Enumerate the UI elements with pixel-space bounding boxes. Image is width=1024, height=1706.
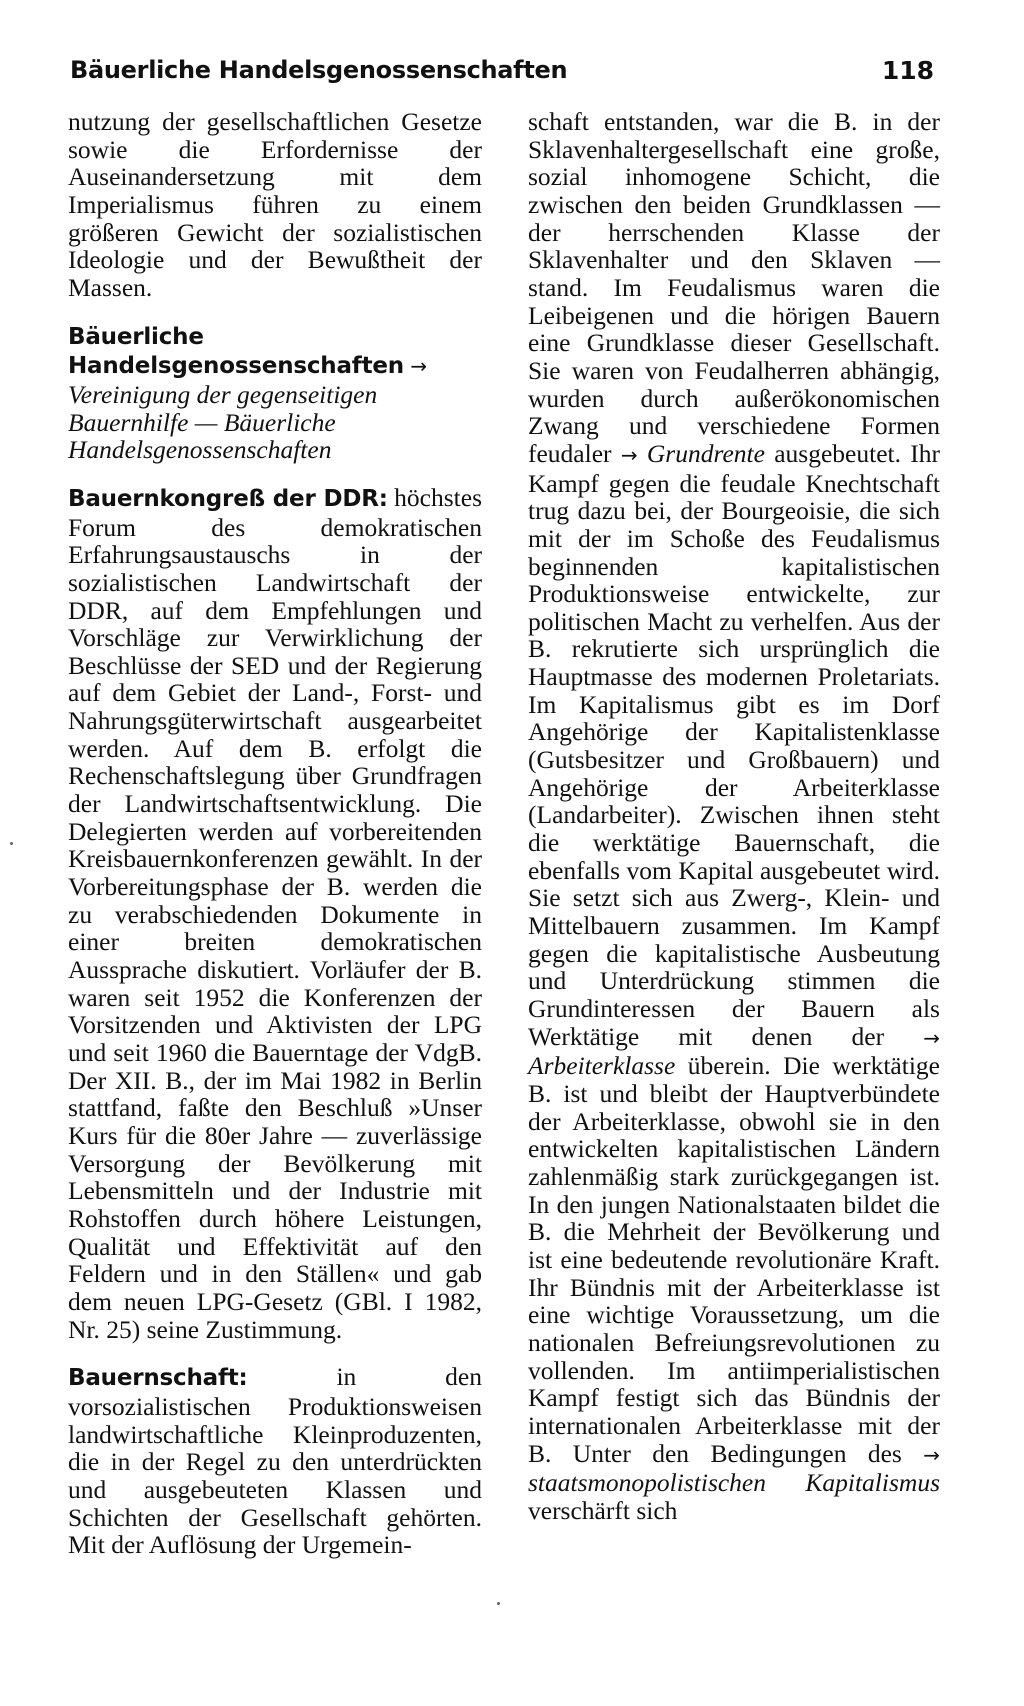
cross-reference-link[interactable]: Vereinigung der gegenseitigen Bauernhilfe — Bäuerliche Handelsgenossenschaften xyxy=(68,379,378,465)
cross-reference-link[interactable]: Arbeiterklasse xyxy=(528,1051,676,1081)
cross-reference-arrow-icon: → xyxy=(410,354,428,379)
left-column xyxy=(68,108,482,1559)
cross-reference-arrow-icon: → xyxy=(620,442,638,467)
entry-text: höchstes Forum des demokratischen Erfahrungsaustauschs in der sozialistischen Landwirtschaft der DDR, auf dem Empfehlungen und Vorschläge zur Verwirklichung der Beschlüsse der SED und der Regierung auf dem Gebiet der Land-, Forst- und Nahrungsgüterwirtschaft ausgearbeitet werden. Auf dem B. erfolgt die Rechenschaftslegung über Grundfragen der Landwirtschaftsentwicklung. Die Delegierten werden auf vorbereitenden Kreisbauernkonferenzen gewählt. In der Vorbereitungsphase der B. werden die zu verabschiedenden Dokumente in einer breiten demokratischen Aussprache diskutiert. Vorläufer der B. waren seit 1952 die Konferenzen der Vorsitzenden und Aktivisten der LPG und seit 1960 die Bauerntage der VdgB. Der XII. B., der im Mai 1982 in Berlin stattfand, faßte den Beschluß »Unser Kurs für die 80er Jahre — zuverlässige Versorgung der Bevölkerung mit Lebensmitteln und der Industrie mit Rohstoffen durch höhere Leistungen, Qualität und Effektivität auf den Feldern und in den Ställen« und gab dem neuen LPG-Gesetz (GBl. I 1982, Nr. 25) seine Zustimmung. xyxy=(68,482,482,1344)
entry-headword: Bäuerliche Handelsgenossenschaften xyxy=(68,323,404,380)
cross-reference-arrow-icon: → xyxy=(923,1025,940,1050)
body-text: schaft entstanden, war die B. in der Sklavenhaltergesellschaft eine große, sozial inhomogene Schicht, die zwischen den beiden Grundklassen — der herrschenden Klasse der Sklavenhalter und den Sklaven — stand. Im Feudalismus waren die Leibeigenen und die hörigen Bauern eine Grundklasse dieser Gesellschaft. Sie waren von Feudalherren abhängig, wurden durch außerökonomischen Zwang und verschiedene Formen feudaler xyxy=(528,107,940,468)
cross-reference-link[interactable]: staatsmonopolistischen Kapitalismus xyxy=(528,1468,940,1498)
entry-text: in den vorsozialistischen Produktionsweisen landwirtschaftliche Kleinproduzenten, die in der Regel zu den unterdrückten und ausgebeuteten Klassen und Schichten der Gesellschaft gehörten. Mit der Auflösung der Urgemein- xyxy=(68,1362,482,1560)
entry-bauernschaft xyxy=(68,1363,482,1559)
page-number: 118 xyxy=(881,56,934,85)
bauernschaft-continuation xyxy=(528,108,940,1524)
body-text: überein. Die werktätige B. ist und bleibt der Hauptverbündete der Arbeiterklasse, obwohl sie in den entwickelten kapitalistischen Ländern zahlenmäßig stark zurückgegangen ist. In den jungen Nationalstaaten bildet die B. die Mehrheit der Bevölkerung und ist eine bedeutende revolutionäre Kraft. Ihr Bündnis mit der Arbeiterklasse ist eine wichtige Voraussetzung, um die nationalen Befreiungsrevolutionen zu vollenden. Im antiimperialistischen Kampf festigt sich das Bündnis der internationalen Arbeiterklasse mit der B. Unter den Bedingungen des xyxy=(528,1051,940,1468)
running-head: Bäuerliche Handelsgenossenschaften xyxy=(70,56,568,84)
cross-reference-arrow-icon: → xyxy=(923,1442,941,1467)
right-column xyxy=(528,108,940,1524)
body-text: ausgebeutet. Ihr Kampf gegen die feudale Knechtschaft trug dazu bei, der Bourgeoisie, die sich mit der im Schoße des Feudalismus beginnenden kapitalistischen Produktionsweise entwickelte, zur politischen Macht zu verhelfen. Aus der B. rekrutierte sich ursprünglich die Hauptmasse des modernen Proletariats. Im Kapitalismus gibt es im Dorf Angehörige der Kapitalistenklasse (Gutsbesitzer und Großbauern) und Angehörige der Arbeiterklasse (Landarbeiter). Zwischen ihnen steht die werktätige Bauernschaft, die ebenfalls vom Kapital ausgebeutet wird. Sie setzt sich aus Zwerg-, Klein- und Mittelbauern zusammen. Im Kampf gegen die kapitalistische Ausbeutung und Unterdrückung stimmen die Grundinteressen der Bauern als Werktätige mit denen der xyxy=(528,438,941,1051)
entry-headword: Bauernkongreß der DDR: xyxy=(68,485,388,512)
entry-headword: Bauernschaft: xyxy=(68,1365,248,1392)
scan-speck xyxy=(497,1602,500,1605)
scan-speck xyxy=(10,842,13,845)
entry-bauernkongress xyxy=(68,484,482,1343)
cross-reference-link[interactable]: Grundrente xyxy=(646,438,765,468)
body-text: verschärft sich xyxy=(528,1495,678,1525)
entry-baeuerliche-handelsgenossenschaften xyxy=(68,322,482,464)
continuation-paragraph: nutzung der gesellschaftlichen Gesetze sowie die Erfordernisse der Auseinandersetzung mit dem Imperialismus führen zu einem größeren Gewicht der sozialistischen Ideologie und der Bewußtheit der Massen. xyxy=(68,107,482,302)
